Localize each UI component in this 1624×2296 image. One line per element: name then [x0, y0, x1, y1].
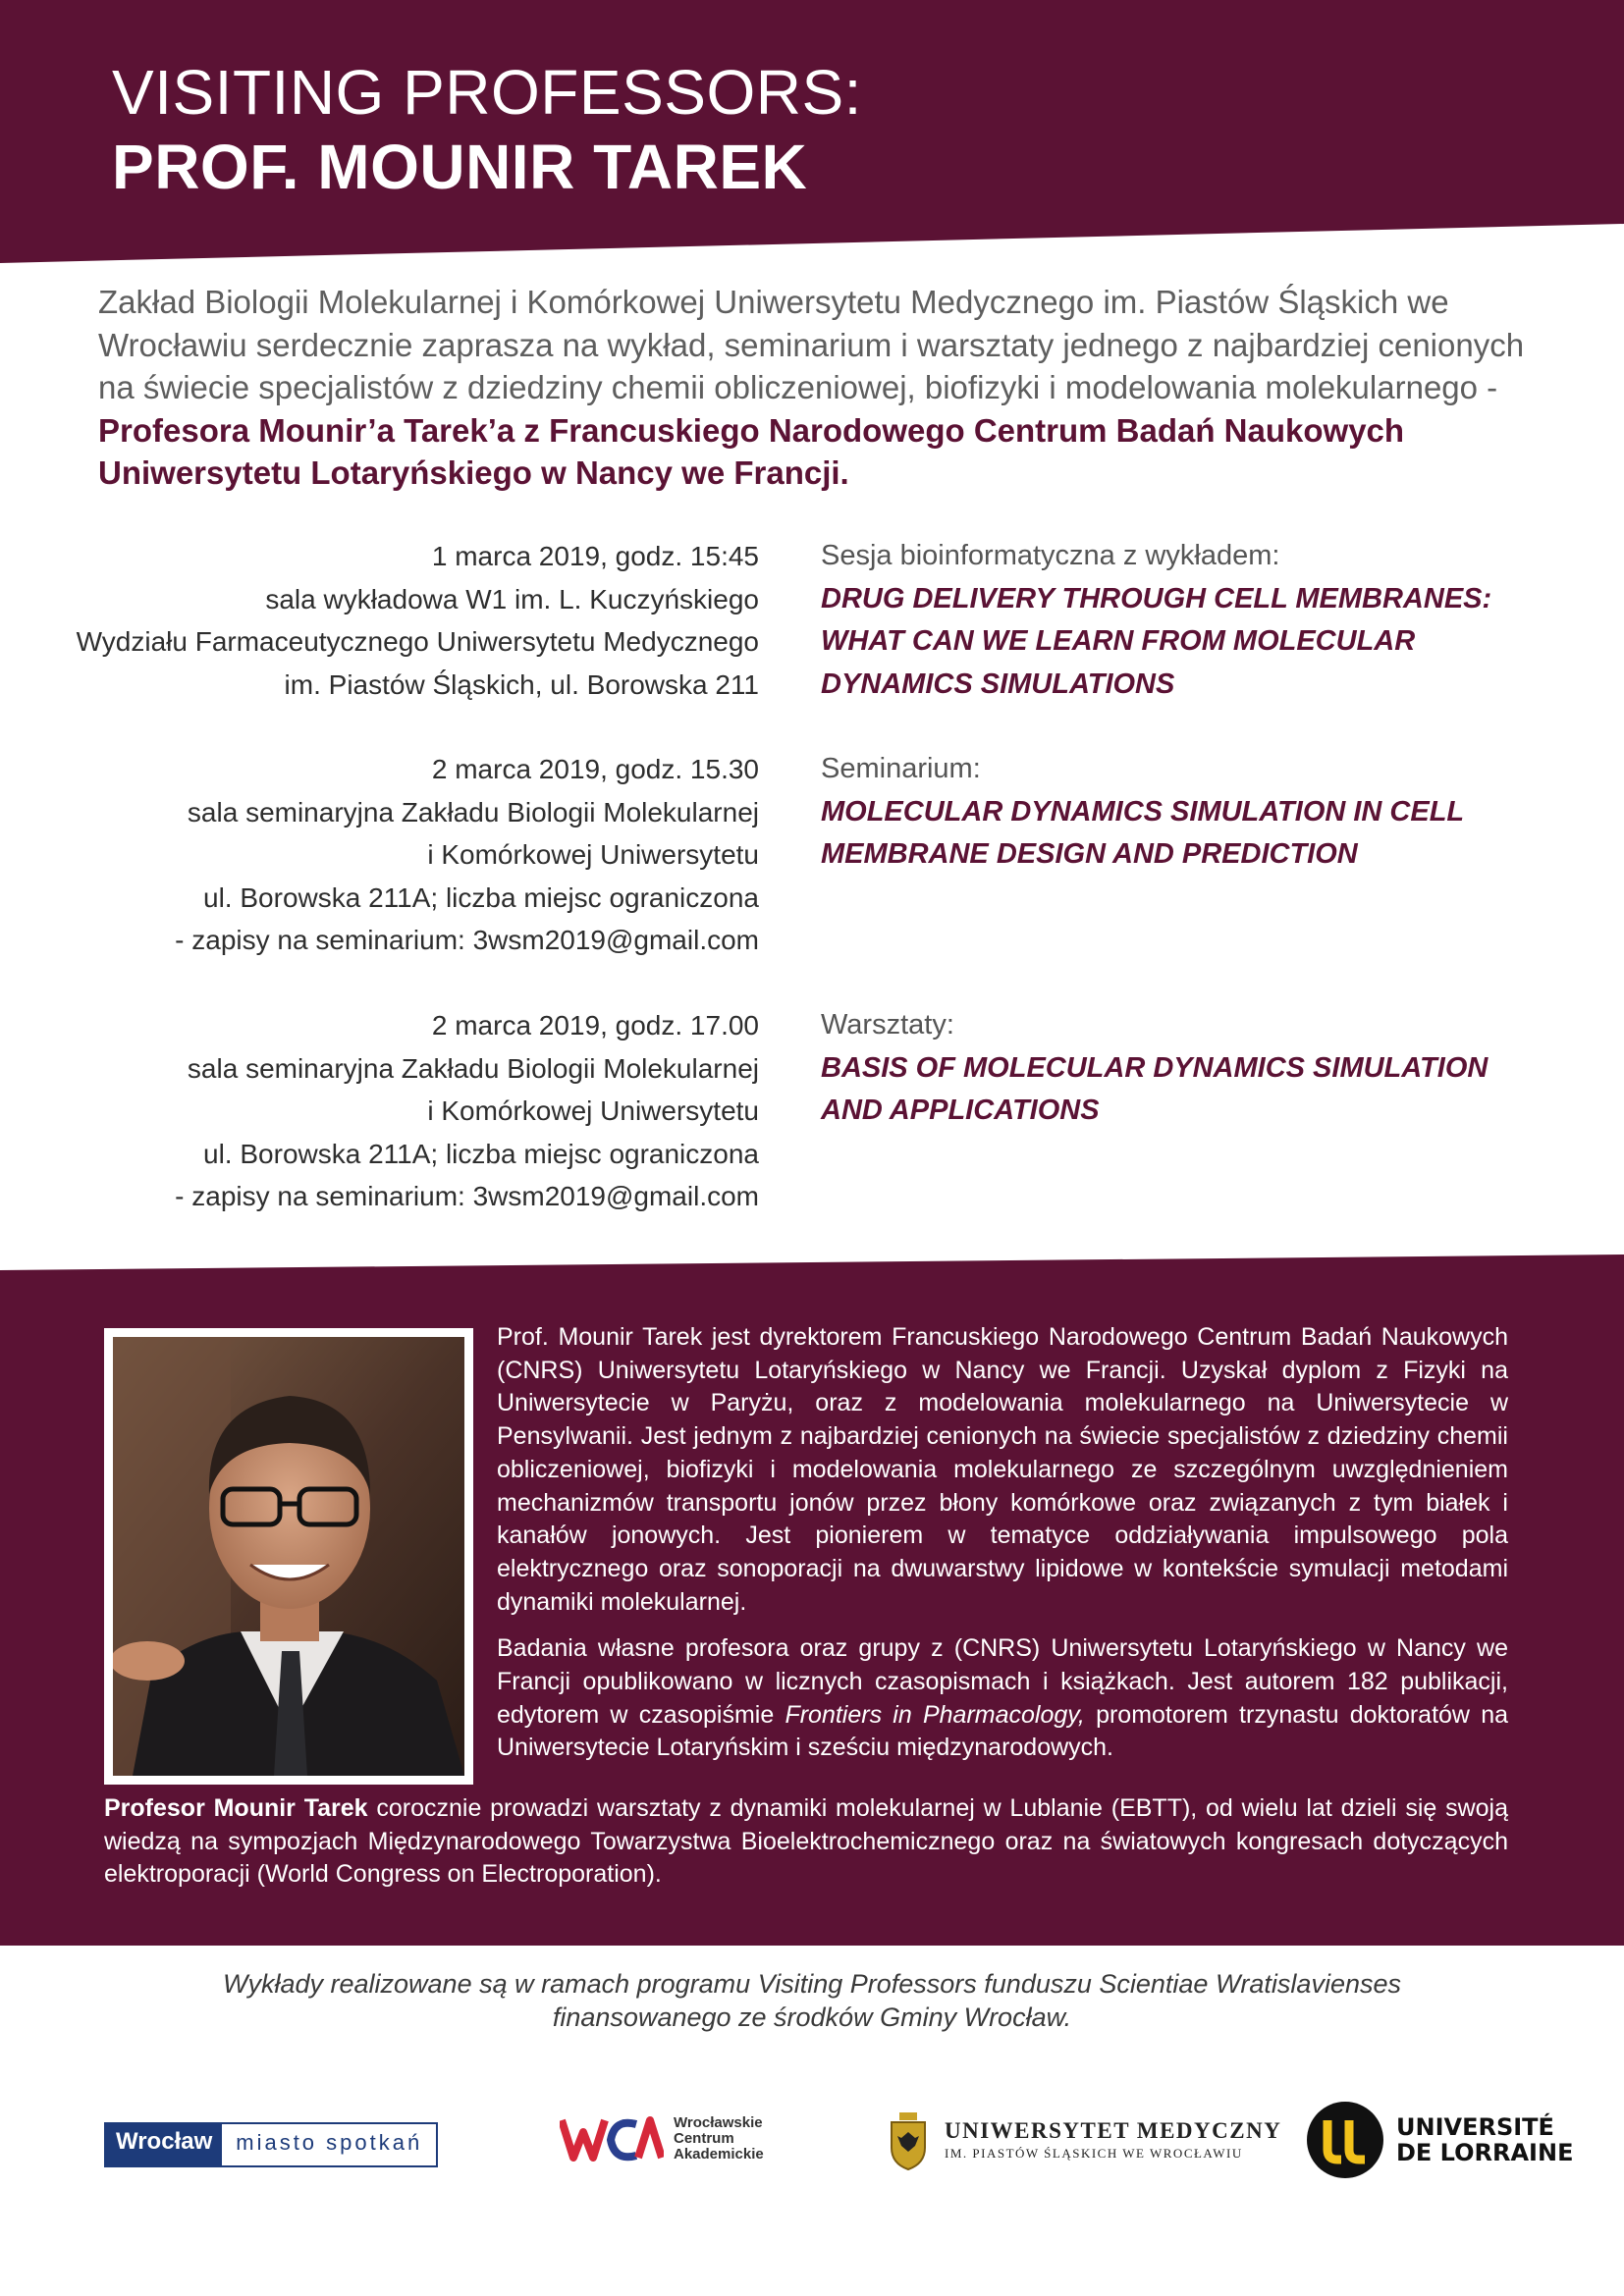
event-3-detail-line: ul. Borowska 211A; liczba miejsc ograniczona [203, 1138, 759, 1169]
title-line-1: VISITING PROFESSORS: [112, 57, 862, 128]
ul-logo-icon [1306, 2101, 1384, 2179]
eagle-crest-icon [886, 2109, 931, 2171]
wca-logo-icon [560, 2114, 664, 2163]
event-3-detail-line: - zapisy na seminarium: 3wsm2019@gmail.com [175, 1181, 759, 1211]
event-1-title-line: DRUG DELIVERY THROUGH CELL MEMBRANES: [821, 582, 1492, 614]
bio-p3-name: Profesor Mounir Tarek [104, 1794, 368, 1822]
intro-text: Zakład Biologii Molekularnej i Komórkowej Uniwersytetu Medycznego im. Piastów Śląskich we Wrocławiu serdecznie zaprasza na wykład, seminarium i warsztaty jednego z najbardziej cenionych na świecie specjalistów z dziedziny chemii obliczeniowej, biofizyki i modelowania molekularnego - [98, 284, 1525, 405]
event-1-title-line: WHAT CAN WE LEARN FROM MOLECULAR [821, 625, 1416, 657]
bio-p2-after: promotorem trzynastu doktoratów na Uniwersytecie Lotaryńskim i sześciu międzynarodowych. [497, 1700, 1508, 1762]
bio-paragraph-2 [497, 1632, 1508, 1765]
intro-bold-text: Profesora Mounir’a Tarek’a z Francuskiego Narodowego Centrum Badań Naukowych Uniwersytetu Lotaryńskiego w Nancy we Francji. [98, 411, 1405, 491]
event-2-details [59, 748, 759, 962]
wca-line: Akademickie [674, 2146, 764, 2163]
event-2-title-line: MEMBRANE DESIGN AND PREDICTION [821, 838, 1358, 870]
intro-paragraph [98, 281, 1532, 495]
event-1-title-line: DYNAMICS SIMULATIONS [821, 667, 1175, 700]
event-2-detail-line: - zapisy na seminarium: 3wsm2019@gmail.com [175, 925, 759, 955]
wroclaw-logo [104, 2122, 438, 2167]
event-3-title-line: BASIS OF MOLECULAR DYNAMICS SIMULATION [821, 1051, 1489, 1084]
bio-text [497, 1321, 1508, 1779]
wca-line: Centrum [674, 2130, 734, 2147]
professor-photo-frame [104, 1328, 473, 1785]
event-1-info [821, 535, 1508, 706]
event-2-title-line: MOLECULAR DYNAMICS SIMULATION IN CELL [821, 795, 1465, 828]
page-title [112, 55, 862, 204]
event-3-details [59, 1004, 759, 1218]
wca-logo [560, 2114, 764, 2163]
funding-note-line-2: finansowanego ze środków Gminy Wrocław. [552, 2002, 1072, 2032]
bio-p3-text: corocznie prowadzi warsztaty z dynamiki molekularnej w Lublanie (EBTT), od wielu lat dzieli się swoją wiedzą na sympozjach Międzynarodowego Towarzystwa Bioelektrochemicznego oraz na światowych kongresach dotyczących elektroporacji (World Congress on Electroporation). [104, 1794, 1508, 1889]
event-2-detail-line: i Komórkowej Uniwersytetu [427, 839, 759, 870]
bio-paragraph-3 [104, 1792, 1508, 1892]
wroclaw-logo-tagline: miasto spotkań [222, 2124, 436, 2165]
event-2-detail-line: sala seminaryjna Zakładu Biologii Molekularnej [187, 796, 759, 828]
professor-photo [113, 1337, 464, 1776]
funding-note-line-1: Wykłady realizowane są w ramach programu Visiting Professors funduszu Scientiae Wratislavienses [222, 1969, 1401, 1999]
event-3-type: Warsztaty: [821, 1009, 954, 1041]
event-3-detail-line: sala seminaryjna Zakładu Biologii Molekularnej [187, 1052, 759, 1084]
umw-logo-line-2: IM. PIASTÓW ŚLĄSKICH WE WROCŁAWIU [945, 2146, 1243, 2161]
wca-line: Wrocławskie [674, 2114, 763, 2131]
bio-paragraph-1: Prof. Mounir Tarek jest dyrektorem Francuskiego Narodowego Centrum Badań Naukowych (CNRS) Uniwersytetu Lotaryńskiego w Nancy we Francji. Uzyskał dyplom z Fizyki na Uniwersytecie w Paryżu, oraz z modelowania molekularnego na Uniwersytecie w Pensylwanii. Jest jednym z najbardziej cenionych na świecie specjalistów z dziedziny chemii obliczeniowej, biofizyki i modelowania molekularnego ze szczególnym uwzględnieniem mechanizmów transportu jonów przez błony komórkowe oraz związanych z tym białek i kanałów jonowych. Jest pionierem w tematyce oddziaływania impulsowego pola elektrycznego oraz sonoporacji na dwuwarstwy lipidowe w kontekście symulacji metodami dynamiki molekularnej. [497, 1323, 1508, 1616]
event-1-detail-line: sala wykładowa W1 im. L. Kuczyńskiego [265, 583, 759, 614]
event-2-info [821, 748, 1508, 877]
event-2-detail-line: ul. Borowska 211A; liczba miejsc ograniczona [203, 881, 759, 913]
event-1-details [59, 535, 759, 706]
wroclaw-logo-name: Wrocław [106, 2124, 222, 2165]
event-1-detail-line: Wydziału Farmaceutycznego Uniwersytetu Medycznego [76, 626, 759, 657]
ul-logo-text [1396, 2114, 1573, 2165]
ul-logo-line-2: DE LORRAINE [1396, 2139, 1574, 2166]
event-3-title-line: AND APPLICATIONS [821, 1095, 1100, 1126]
event-3-info [821, 1004, 1508, 1133]
umw-logo [886, 2109, 1281, 2171]
event-1-detail-line: im. Piastów Śląskich, ul. Borowska 211 [284, 668, 759, 700]
event-2-type: Seminarium: [821, 753, 981, 784]
umw-logo-line-1: UNIWERSYTET MEDYCZNY [945, 2118, 1282, 2143]
event-3-detail-line: i Komórkowej Uniwersytetu [427, 1095, 759, 1126]
event-2-date: 2 marca 2019, godz. 15.30 [431, 754, 759, 784]
funding-note [0, 1967, 1624, 2034]
wca-logo-text [674, 2115, 764, 2163]
universite-de-lorraine-logo [1306, 2101, 1573, 2179]
ul-logo-line-1: UNIVERSITÉ [1396, 2113, 1554, 2141]
bio-p2-before: Badania własne profesora oraz grupy z (CNRS) Uniwersytetu Lotaryńskiego w Nancy we Francji opublikowano w licznych czasopismach i książkach. Jest autorem 182 publikacji, edytorem w czasopiśmie [497, 1634, 1508, 1729]
event-1-date: 1 marca 2019, godz. 15:45 [431, 541, 759, 571]
umw-logo-text [945, 2118, 1281, 2162]
event-1-type: Sesja bioinformatyczna z wykładem: [821, 540, 1280, 571]
bio-journal-name: Frontiers in Pharmacology, [785, 1700, 1085, 1729]
event-3-date: 2 marca 2019, godz. 17.00 [431, 1010, 759, 1041]
title-line-2: PROF. MOUNIR TAREK [112, 132, 808, 202]
